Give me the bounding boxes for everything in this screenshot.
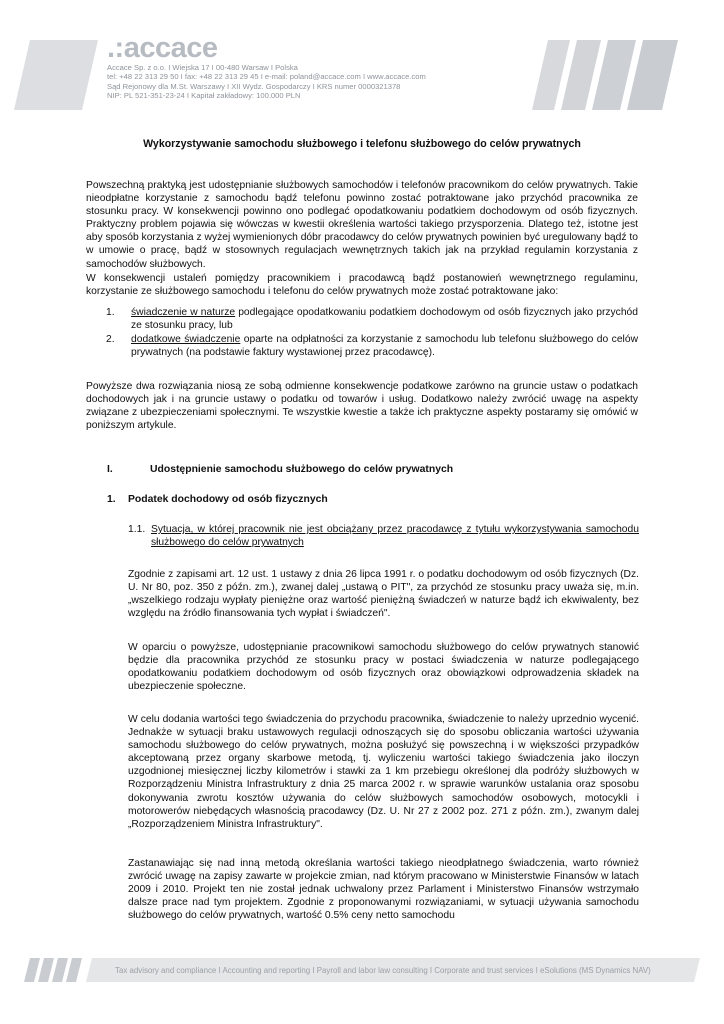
list-item-number: 2.: [106, 334, 115, 346]
subsubsection-heading: [128, 523, 639, 549]
footer-stripe: [52, 958, 68, 982]
company-logo: [107, 34, 218, 63]
consequence-paragraph: W konsekwencji ustaleń pomiędzy pracownikiem i pracodawcą bądź postanowień wewnętrznego regulaminu, korzystanie ze służbowego samochodu i telefonu do celów prywatnych może zostać potraktowane jako:: [86, 273, 638, 298]
summary-paragraph: Powyższe dwa rozwiązania niosą ze sobą odmienne konsekwencje podatkowe zarówno na gruncie ustaw o podatkach dochodowych jak i na gruncie ustawy o podatku od towarów i usług. Dodatkowo należy zwrócić uwagę na aspekty związane z ubezpieczeniami społecznymi. Te wszystkie kwestie a także ich praktyczne aspekty postaramy się omówić w poniższym artykule.: [86, 381, 638, 432]
treatment-list: [86, 306, 638, 360]
footer-services: Tax advisory and compliance I Accounting and reporting I Payroll and labor law consulting I Corporate and trust services I eSolutions (MS Dynamics NAV): [115, 966, 651, 975]
footer-stripe: [38, 958, 54, 982]
pit-article-paragraph: Zgodnie z zapisami art. 12 ust. 1 ustawy z dnia 26 lipca 1991 r. o podatku dochodowym od osób fizycznych (Dz. U. Nr 80, poz. 350 z późn. zm.), zwanej dalej „ustawą o PIT", za przychód ze stosunku pracy uważa się, m.in. „wszelkiego rodzaju wypłaty pieniężne oraz wartość pieniężną świadczeń w naturze bądź ich ekwiwalenty, bez względu na źródło finansowania tych wypłat i świadczeń".: [128, 569, 639, 620]
header-stripe-right-4: [627, 40, 678, 110]
list-item-term: dodatkowe świadczenie: [131, 334, 241, 346]
header-stripe-left: [14, 40, 98, 110]
company-line: tel: +48 22 313 29 50 I fax: +48 22 313 29 45 I e-mail: poland@accace.com I www.accace.com: [107, 72, 426, 82]
list-item-text: podlegające opodatkowaniu podatkiem dochodowym od osób fizycznych jako przychód ze stosunku pracy, lub: [131, 307, 638, 332]
intro-paragraph: Powszechną praktyką jest udostępnianie służbowych samochodów i telefonów pracownikom do celów prywatnych. Takie nieodpłatne korzystanie z samochodu bądź telefonu powinno zostać potraktowane jako przychód pracownika ze stosunku pracy. W konsekwencji powinno ono podlegać opodatkowaniu podatkiem dochodowym od osób fizycznych. Praktyczny problem pojawia się wówczas w kwestii określenia wartości takiego przysporzenia. Dlatego też, istotne jest aby sposób korzystania z wyżej wymienionych dóbr pracodawcy do celów prywatnych powinien być uregulowany bądź to w umowie o pracę, bądź w stosownych regulacjach wewnętrznych takich jak na przykład regulamin korzystania z samochodów służbowych.: [86, 180, 638, 270]
subsubsection-title: Sytuacja, w której pracownik nie jest obciążany przez pracodawcę z tytułu wykorzystywania samochodu służbowego do celów prywatnych: [151, 524, 639, 549]
document-title: Wykorzystywanie samochodu służbowego i telefonu służbowego do celów prywatnych: [143, 138, 581, 150]
footer-stripe: [66, 958, 82, 982]
list-item-term: świadczenie w naturze: [131, 307, 236, 318]
company-line: Sąd Rejonowy dla M.St. Warszawy I XII Wydz. Gospodarczy I KRS numer 0000321378: [107, 81, 401, 91]
benefit-in-kind-paragraph: W oparciu o powyższe, udostępnianie pracownikowi samochodu służbowego do celów prywatnych stanowić będzie dla pracownika przychód ze stosunku pracy w postaci świadczenia w naturze podlegającego opodatkowaniu podatkiem dochodowym od osób fizycznych oraz obowiązkowi odprowadzenia składek na ubezpieczenie społeczne.: [128, 642, 639, 693]
list-item: [86, 306, 638, 332]
company-line: NIP: PL 521-351-23-24 I Kapitał zakładowy: 100.000 PLN: [107, 90, 301, 100]
list-item: [86, 333, 638, 359]
list-item-text: oparte na odpłatności za korzystanie z samochodu lub telefonu służbowego do celów prywatnych (na podstawie faktury wystawionej przez pracodawcę).: [131, 334, 638, 359]
company-line: Accace Sp. z o.o. I Wiejska 17 I 00-480 Warsaw I Polska: [107, 63, 298, 72]
logo-dots: .:: [107, 32, 124, 64]
section-number: I.: [107, 464, 113, 475]
subsection-number: 1.: [107, 494, 116, 505]
logo-text: accace: [123, 32, 218, 64]
valuation-method-paragraph: W celu dodania wartości tego świadczenia do przychodu pracownika, świadczenie to należy uprzednio wycenić. Jednakże w sytuacji braku ustawowych regulacji odnoszących się do sposobu obliczania wartości używania samochodu służbowego do celów prywatnych, można posłużyć się powszechną i w większości przypadków akceptowaną przez organy skarbowe metodą, tj. wyliczeniu wartości takiego świadczenia jako iloczyn uzgodnionej miesięcznej liczby kilometrów i stawki za 1 km przebiegu określonej dla podróży służbowych w Rozporządzeniu Ministra Infrastruktury z dnia 25 marca 2002 r. w sprawie warunków ustalania oraz sposobu dokonywania zwrotu kosztów używania do celów służbowych samochodów osobowych, motocykli i motorowerów niebędących własnością pracodawcy (Dz. U. Nr 27 z 2002 poz. 271 z późn. zm.), zwanym dalej „Rozporządzeniem Ministra Infrastruktury".: [128, 714, 639, 830]
section-title: Udostępnienie samochodu służbowego do celów prywatnych: [150, 464, 454, 475]
footer-stripe: [24, 958, 40, 982]
list-item-number: 1.: [106, 307, 115, 318]
subsection-title: Podatek dochodowy od osób fizycznych: [128, 494, 328, 505]
company-info: [107, 63, 426, 100]
alternative-method-paragraph: Zastanawiając się nad inną metodą określania wartości takiego nieodpłatnego świadczenia, warto również zwrócić uwagę na zapisy zawarte w projekcie zmian, nad którym pracowano w Ministerstwie Finansów w latach 2009 i 2010. Projekt ten nie został jednak uchwalony przez Parlament i Ministerstwo Finansów wstrzymało dalsze prace nad tym projektem. Zgodnie z proponowanymi rozwiązaniami, w sytuacji używania samochodu służbowego do celów prywatnych, wartość 0.5% ceny netto samochodu: [128, 858, 639, 922]
subsubsection-number: 1.1.: [128, 524, 146, 535]
